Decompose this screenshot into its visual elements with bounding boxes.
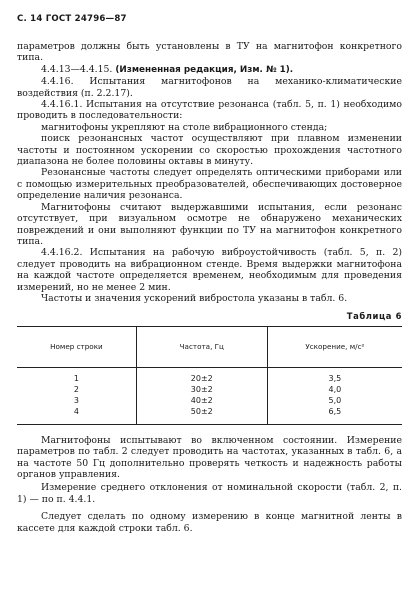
- table-cell: 30±2: [136, 385, 267, 396]
- table-row: [17, 396, 402, 407]
- table-cell: 1: [73, 374, 79, 384]
- document-body: [17, 41, 402, 534]
- paragraph-text: Магнитофоны испытывают во включенном состоянии. Измерение параметров по табл. 2 следует проводить на частотах, указанных в табл. 6, а на частоте 50 Гц дополнительно проверять четкость и надежность работы органов управления.: [17, 434, 402, 480]
- table-cell: 5,0: [267, 396, 402, 407]
- paragraph: [17, 247, 402, 293]
- paragraph-text: 4.4.16.1. Испытания на отсутствие резонанса (табл. 5, п. 1) необходимо проводить в последовательности:: [17, 99, 402, 122]
- paragraph-text: Магнитофоны считают выдержавшими испытания, если резонанс отсутствует, при визуальном осмотре не обнаружено механических повреждений и они выполняют функции по ТУ на магнитофон конкретного типа.: [17, 201, 402, 247]
- paragraph-text: Частоты и значения ускорений вибростола указаны в табл. 6.: [41, 292, 348, 304]
- paragraph-text: Резонансные частоты следует определять оптическими приборами или с помощью измерительных преобразователей, обеспечивающих достоверное определение наличия резонанса.: [17, 167, 402, 202]
- paragraph: [17, 76, 402, 99]
- table-cell: 4,0: [267, 385, 402, 396]
- table-cell: 2: [73, 385, 79, 395]
- paragraph-text: 4.4.16.2. Испытания на рабочую виброустойчивость (табл. 5, п. 2) следует проводить на вибрационном стенде. Время выдержки магнитофона на каждой частоте определяется временем, необходимым для проведения измерений, но не менее 2 мин.: [17, 247, 402, 293]
- table-cell: 20±2: [136, 367, 267, 385]
- paragraph-text: Следует сделать по одному измерению в конце магнитной ленты в кассете для каждой строки табл. 6.: [17, 511, 402, 534]
- page-header: С. 14 ГОСТ 24796—87: [17, 14, 127, 24]
- paragraph: [17, 41, 402, 64]
- paragraph: [17, 64, 402, 76]
- paragraph-text: параметров должны быть установлены в ТУ на магнитофон конкретного типа.: [17, 41, 402, 64]
- column-header: Частота, Гц: [136, 326, 267, 367]
- paragraph-text: магнитофоны укрепляют на столе вибрационного стенда;: [41, 121, 328, 133]
- paragraph: [17, 122, 402, 133]
- paragraph-text: 4.4.16. Испытания магнитофонов на механико-климатические воздействия (п. 2.2.17).: [17, 76, 402, 99]
- data-table: [17, 326, 402, 425]
- paragraph-text: 4.4.13—4.4.15.: [41, 63, 113, 75]
- paragraph: [17, 482, 402, 505]
- paragraph: [17, 293, 402, 304]
- table-row: [17, 407, 402, 425]
- paragraph: [17, 133, 402, 167]
- table-cell: 50±2: [136, 407, 267, 425]
- column-header: Ускорение, м/с²: [267, 326, 402, 367]
- table-row: [17, 367, 402, 385]
- paragraph: [17, 511, 402, 534]
- paragraph: [17, 202, 402, 248]
- paragraph: [17, 99, 402, 122]
- table-caption: Таблица 6: [346, 311, 402, 322]
- table-row: [17, 385, 402, 396]
- table-header-row: [17, 326, 402, 367]
- table-cell: 4: [17, 407, 136, 425]
- paragraph-text: Измерение среднего отклонения от номинальной скорости (табл. 2, п. 1) — по п. 4.4.1.: [17, 482, 402, 505]
- paragraph-text: поиск резонансных частот осуществляют при плавном изменении частоты и постоянном ускорении со скоростью прохождения частотного диапазона не более половины октавы в минуту.: [17, 133, 402, 168]
- table-cell: 3: [73, 396, 79, 406]
- after-table-section: [17, 435, 402, 534]
- amendment-note: (Измененная редакция, Изм. № 1).: [115, 64, 294, 75]
- column-header: Номер строки: [17, 326, 136, 367]
- paragraph: [17, 167, 402, 201]
- table-cell: 40±2: [136, 396, 267, 407]
- table-cell: 6,5: [267, 407, 402, 425]
- paragraph: [17, 435, 402, 481]
- table-cell: 3,5: [267, 367, 402, 385]
